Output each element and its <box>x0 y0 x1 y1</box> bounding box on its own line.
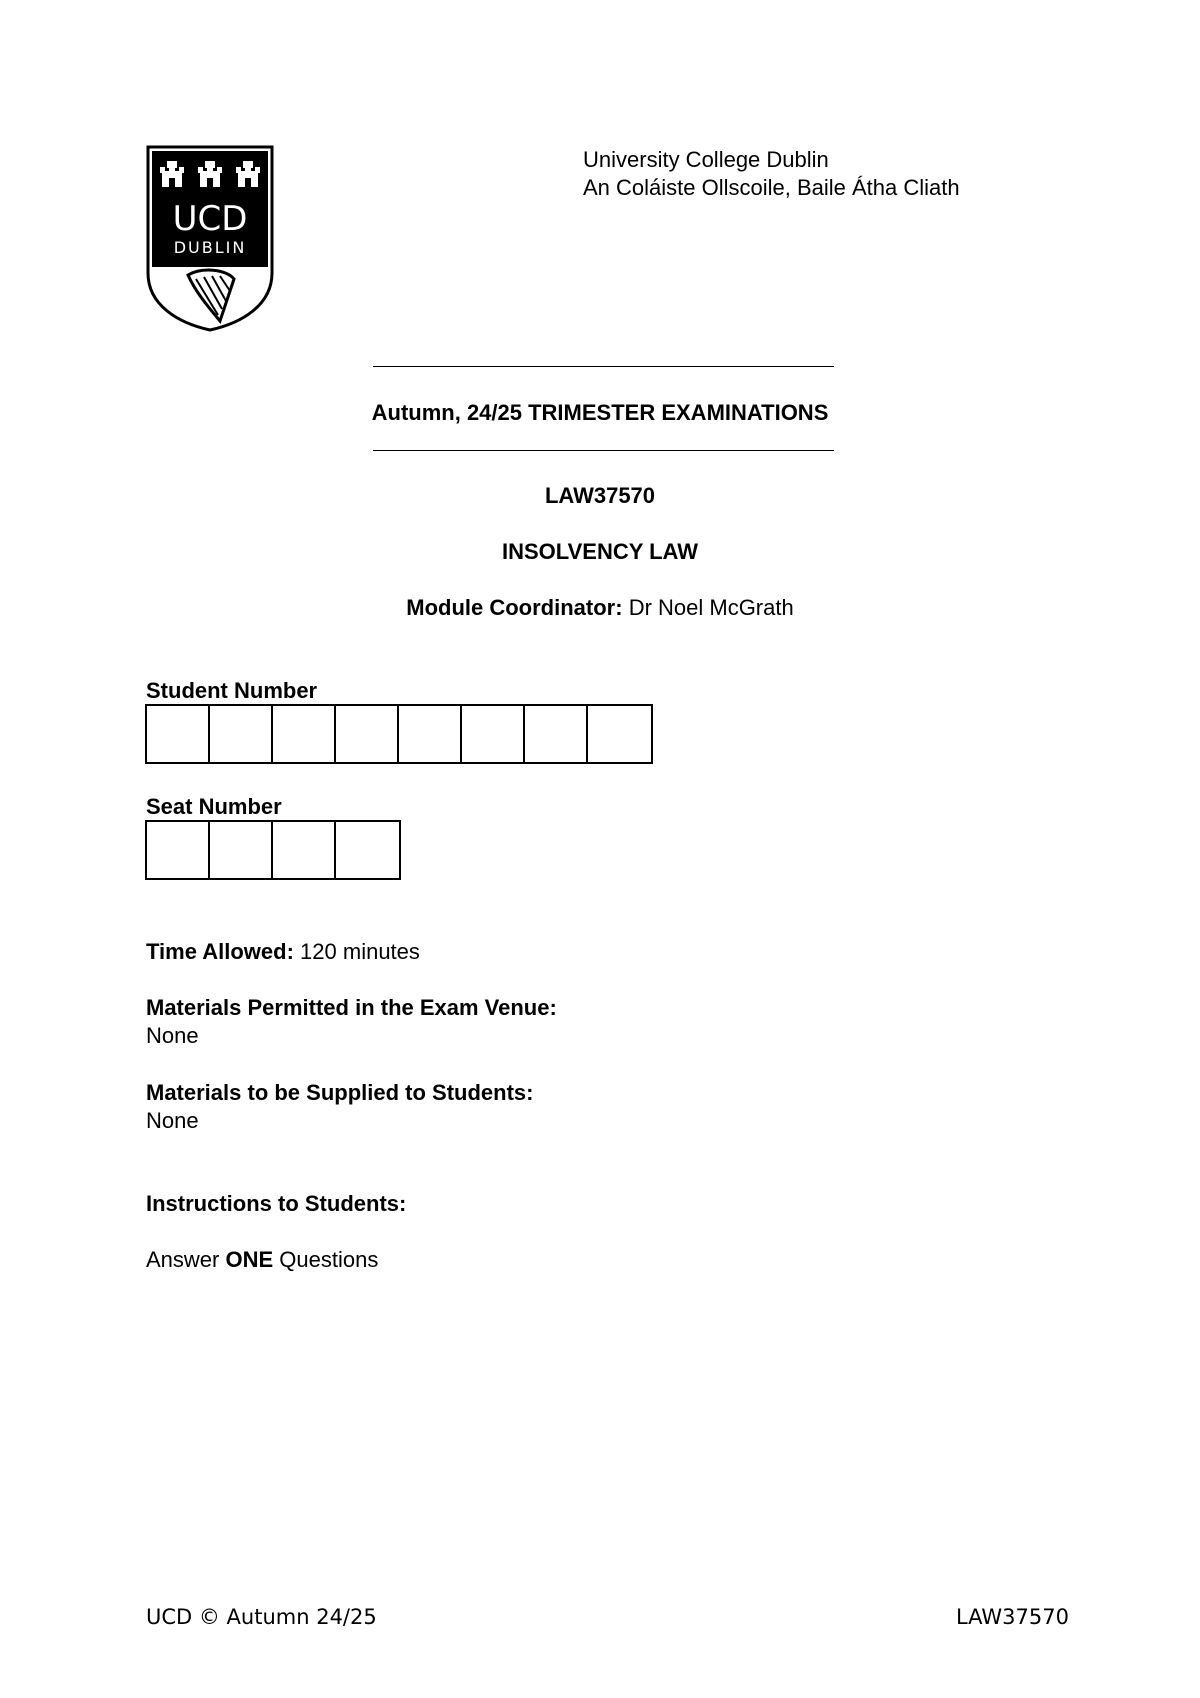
seat-number-boxes[interactable] <box>145 820 401 880</box>
student-number-boxes[interactable] <box>145 704 653 764</box>
header-rule-top <box>373 366 834 367</box>
module-title: INSOLVENCY LAW <box>502 539 698 564</box>
seat-number-box[interactable] <box>210 822 273 878</box>
castle-icon <box>160 161 260 187</box>
seat-number-box[interactable] <box>273 822 336 878</box>
seat-number-label: Seat Number <box>146 794 282 819</box>
instructions-text <box>146 1246 378 1274</box>
instructions-pre: Answer <box>146 1247 226 1272</box>
university-name-english: University College Dublin <box>583 147 829 172</box>
student-number-box[interactable] <box>147 706 210 762</box>
coordinator-label: Module Coordinator: <box>406 595 623 620</box>
module-code: LAW37570 <box>544 483 656 508</box>
seat-number-box[interactable] <box>336 822 399 878</box>
ucd-crest-logo <box>146 145 274 332</box>
instructions-bold: ONE <box>225 1247 274 1272</box>
student-number-box[interactable] <box>525 706 588 762</box>
header-rule-bottom <box>373 450 834 451</box>
exam-session-title: Autumn, 24/25 TRIMESTER EXAMINATIONS <box>371 400 829 425</box>
student-number-box[interactable] <box>399 706 462 762</box>
seat-number-box[interactable] <box>147 822 210 878</box>
materials-permitted-value: None <box>146 1023 199 1048</box>
footer-module-code: LAW37570 <box>956 1605 1069 1629</box>
university-name-irish: An Coláiste Ollscoile, Baile Átha Cliath <box>583 175 960 200</box>
student-number-box[interactable] <box>273 706 336 762</box>
module-coordinator <box>0 594 1200 622</box>
materials-supplied-label: Materials to be Supplied to Students: <box>146 1080 534 1105</box>
materials-permitted-label: Materials Permitted in the Exam Venue: <box>146 995 557 1020</box>
student-number-box[interactable] <box>336 706 399 762</box>
student-number-box[interactable] <box>210 706 273 762</box>
instructions-post: Questions <box>273 1247 379 1272</box>
time-allowed-label: Time Allowed: <box>146 939 294 964</box>
instructions-label: Instructions to Students: <box>146 1191 407 1216</box>
student-number-box[interactable] <box>462 706 525 762</box>
logo-text-dublin: DUBLIN <box>173 238 247 257</box>
time-allowed-value: 120 minutes <box>300 939 420 964</box>
time-allowed <box>146 938 420 966</box>
student-number-box[interactable] <box>588 706 651 762</box>
footer-copyright: UCD © Autumn 24/25 <box>146 1605 377 1629</box>
logo-text-ucd: UCD <box>172 199 248 239</box>
materials-supplied-value: None <box>146 1108 199 1133</box>
coordinator-name: Dr Noel McGrath <box>628 595 794 620</box>
student-number-label: Student Number <box>146 678 318 703</box>
